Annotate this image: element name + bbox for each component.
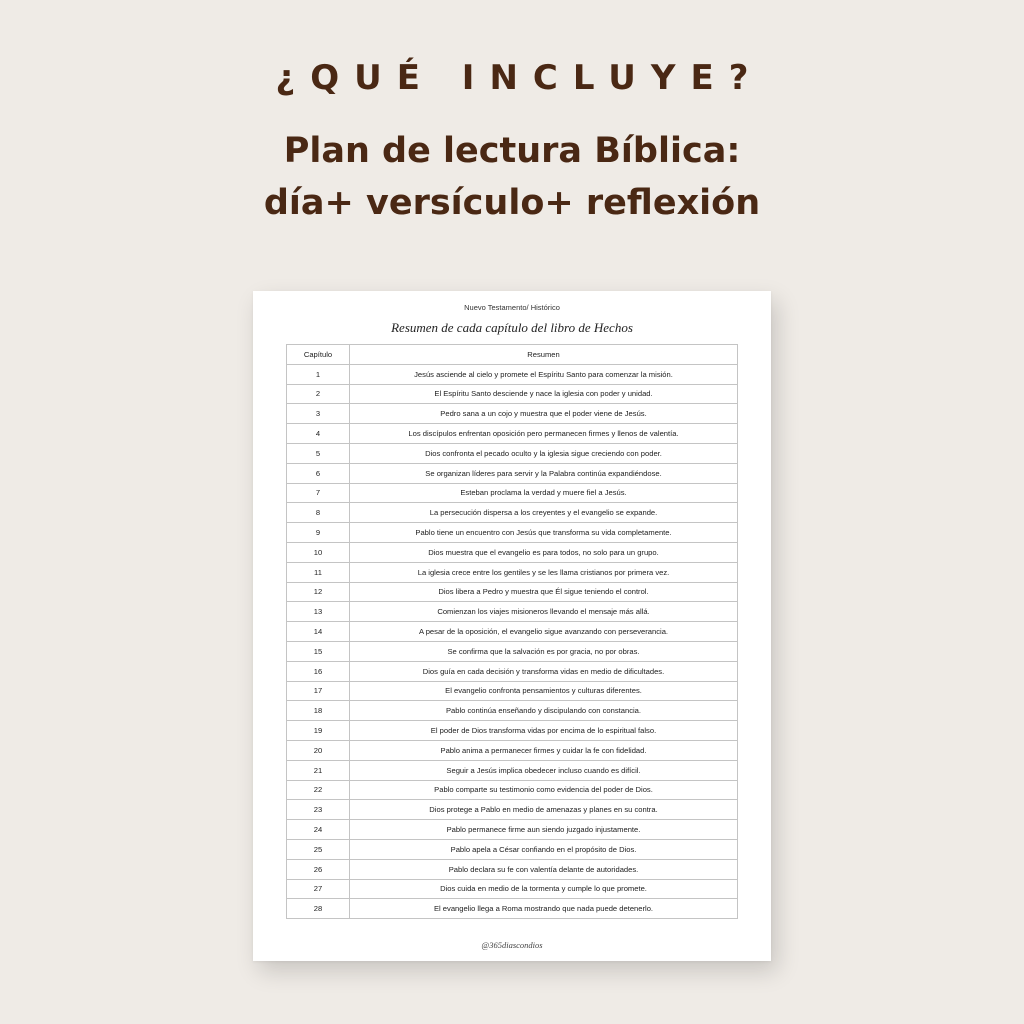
table-row xyxy=(287,602,738,622)
table-row xyxy=(287,800,738,820)
chapter-summary: Pablo permanece firme aun siendo juzgado injustamente. xyxy=(350,820,738,840)
chapter-summary: Dios guía en cada decisión y transforma vidas en medio de dificultades. xyxy=(350,661,738,681)
chapter-number: 26 xyxy=(287,859,350,879)
chapter-number: 7 xyxy=(287,483,350,503)
table-row xyxy=(287,483,738,503)
chapter-number: 2 xyxy=(287,384,350,404)
headline-line-2: día+ versículo+ reflexión xyxy=(263,183,761,223)
column-header-chapter: Capítulo xyxy=(287,345,350,365)
table-row xyxy=(287,443,738,463)
table-row xyxy=(287,859,738,879)
chapter-summary: A pesar de la oposición, el evangelio sigue avanzando con perseverancia. xyxy=(350,622,738,642)
chapter-number: 9 xyxy=(287,523,350,543)
chapter-summary: Jesús asciende al cielo y promete el Espíritu Santo para comenzar la misión. xyxy=(350,364,738,384)
table-row xyxy=(287,820,738,840)
chapter-summary: Pablo declara su fe con valentía delante de autoridades. xyxy=(350,859,738,879)
chapter-summary-table xyxy=(286,344,738,919)
chapter-summary: Pablo tiene un encuentro con Jesús que transforma su vida completamente. xyxy=(350,523,738,543)
chapter-summary: Dios confronta el pecado oculto y la iglesia sigue creciendo con poder. xyxy=(350,443,738,463)
table-row xyxy=(287,701,738,721)
document-title: Resumen de cada capítulo del libro de Hechos xyxy=(391,320,633,335)
table-row xyxy=(287,503,738,523)
chapter-number: 1 xyxy=(287,364,350,384)
chapter-number: 8 xyxy=(287,503,350,523)
chapter-number: 22 xyxy=(287,780,350,800)
table-row xyxy=(287,523,738,543)
chapter-summary: Pablo comparte su testimonio como evidencia del poder de Dios. xyxy=(350,780,738,800)
chapter-number: 12 xyxy=(287,582,350,602)
table-row xyxy=(287,899,738,919)
headline xyxy=(0,125,1024,229)
table-row xyxy=(287,661,738,681)
chapter-number: 25 xyxy=(287,839,350,859)
chapter-summary: La iglesia crece entre los gentiles y se les llama cristianos por primera vez. xyxy=(350,562,738,582)
chapter-summary: Comienzan los viajes misioneros llevando el mensaje más allá. xyxy=(350,602,738,622)
table-row xyxy=(287,542,738,562)
section-eyebrow: ¿QUÉ INCLUYE? xyxy=(275,58,764,98)
chapter-number: 3 xyxy=(287,404,350,424)
table-row xyxy=(287,364,738,384)
table-row xyxy=(287,641,738,661)
table-row xyxy=(287,582,738,602)
chapter-summary: Dios cuida en medio de la tormenta y cumple lo que promete. xyxy=(350,879,738,899)
chapter-summary: Pablo apela a César confiando en el propósito de Dios. xyxy=(350,839,738,859)
table-row xyxy=(287,562,738,582)
chapter-summary: La persecución dispersa a los creyentes y el evangelio se expande. xyxy=(350,503,738,523)
chapter-number: 10 xyxy=(287,542,350,562)
chapter-summary: El evangelio confronta pensamientos y culturas diferentes. xyxy=(350,681,738,701)
chapter-summary: Dios protege a Pablo en medio de amenazas y planes en su contra. xyxy=(350,800,738,820)
chapter-summary: Seguir a Jesús implica obedecer incluso cuando es difícil. xyxy=(350,760,738,780)
chapter-summary: El Espíritu Santo desciende y nace la iglesia con poder y unidad. xyxy=(350,384,738,404)
chapter-summary: Se organizan líderes para servir y la Palabra continúa expandiéndose. xyxy=(350,463,738,483)
table-row xyxy=(287,839,738,859)
chapter-number: 24 xyxy=(287,820,350,840)
chapter-summary: El evangelio llega a Roma mostrando que nada puede detenerlo. xyxy=(350,899,738,919)
chapter-summary: Esteban proclama la verdad y muere fiel a Jesús. xyxy=(350,483,738,503)
table-row xyxy=(287,681,738,701)
chapter-number: 14 xyxy=(287,622,350,642)
chapter-summary: Pablo continúa enseñando y discipulando con constancia. xyxy=(350,701,738,721)
column-header-summary: Resumen xyxy=(350,345,738,365)
table-row xyxy=(287,622,738,642)
chapter-number: 15 xyxy=(287,641,350,661)
chapter-number: 11 xyxy=(287,562,350,582)
document-subtitle: Nuevo Testamento/ Histórico xyxy=(464,303,560,312)
chapter-summary: Pablo anima a permanecer firmes y cuidar la fe con fidelidad. xyxy=(350,740,738,760)
table-row xyxy=(287,780,738,800)
chapter-summary: Se confirma que la salvación es por gracia, no por obras. xyxy=(350,641,738,661)
chapter-number: 20 xyxy=(287,740,350,760)
chapter-number: 5 xyxy=(287,443,350,463)
table-row xyxy=(287,740,738,760)
chapter-summary: Pedro sana a un cojo y muestra que el poder viene de Jesús. xyxy=(350,404,738,424)
document-preview xyxy=(253,291,771,961)
table-row xyxy=(287,463,738,483)
chapter-number: 18 xyxy=(287,701,350,721)
chapter-number: 19 xyxy=(287,721,350,741)
chapter-summary: Dios muestra que el evangelio es para todos, no solo para un grupo. xyxy=(350,542,738,562)
table-header-row xyxy=(287,345,738,365)
table-body xyxy=(287,364,738,918)
table-row xyxy=(287,760,738,780)
table-row xyxy=(287,404,738,424)
chapter-number: 23 xyxy=(287,800,350,820)
chapter-number: 16 xyxy=(287,661,350,681)
table-row xyxy=(287,424,738,444)
chapter-summary: Dios libera a Pedro y muestra que Él sigue teniendo el control. xyxy=(350,582,738,602)
chapter-number: 28 xyxy=(287,899,350,919)
chapter-number: 6 xyxy=(287,463,350,483)
chapter-number: 17 xyxy=(287,681,350,701)
table-row xyxy=(287,384,738,404)
chapter-summary: El poder de Dios transforma vidas por encima de lo espiritual falso. xyxy=(350,721,738,741)
document-footer-handle: @365diascondios xyxy=(481,940,543,950)
chapter-summary: Los discípulos enfrentan oposición pero permanecen firmes y llenos de valentía. xyxy=(350,424,738,444)
table-row xyxy=(287,721,738,741)
table-row xyxy=(287,879,738,899)
chapter-number: 13 xyxy=(287,602,350,622)
headline-line-1: Plan de lectura Bíblica: xyxy=(283,131,741,171)
chapter-number: 4 xyxy=(287,424,350,444)
chapter-number: 21 xyxy=(287,760,350,780)
chapter-number: 27 xyxy=(287,879,350,899)
